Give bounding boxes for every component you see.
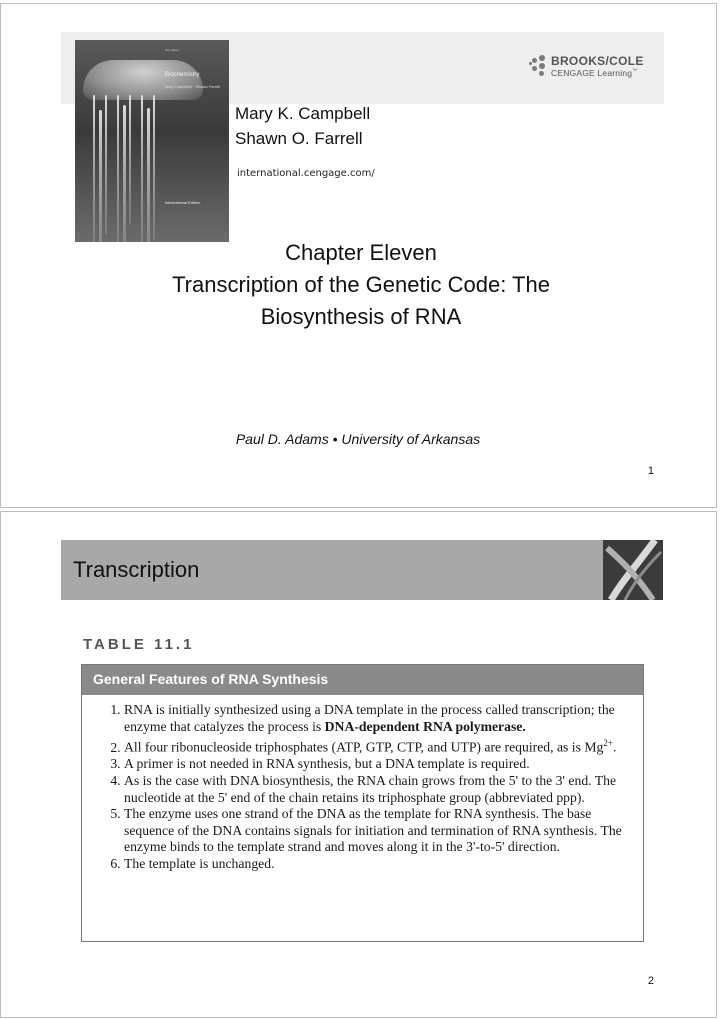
list-item: 1. RNA is initially synthesized using a DNA template in the process called transcription; the enzyme that catalyzes the process is DNA-dependent RNA polymerase. bbox=[124, 702, 633, 735]
superscript: 2+ bbox=[603, 738, 613, 749]
table-heading-bar bbox=[82, 665, 643, 695]
page-number: 1 bbox=[647, 465, 654, 477]
book-cover-image bbox=[75, 40, 229, 242]
emphasis-text: DNA-dependent RNA polymerase. bbox=[324, 718, 526, 734]
slide-header bbox=[61, 540, 663, 600]
list-item: 5. The enzyme uses one strand of the DNA as the template for RNA synthesis. The base sequence of the DNA contains signals for initiation and termination of RNA synthesis. The enzyme binds to the template strand and moves along it in the 3'-to-5' direction. bbox=[124, 806, 633, 856]
publisher-logo bbox=[529, 51, 659, 81]
cover-edition: 3rd edition bbox=[165, 48, 180, 52]
table-label: TABLE 11.1 bbox=[83, 636, 195, 653]
publisher-url: international.cengage.com/ bbox=[237, 168, 375, 179]
author-1: Mary K. Campbell bbox=[235, 104, 371, 123]
chapter-line-2: Transcription of the Genetic Code: The bbox=[172, 272, 550, 297]
slide-1 bbox=[0, 3, 717, 508]
features-table bbox=[81, 664, 644, 942]
chapter-line-1: Chapter Eleven bbox=[285, 240, 437, 265]
logo-trademark: ™ bbox=[632, 68, 638, 74]
dna-helix-image bbox=[603, 540, 663, 600]
presenter-credit: Paul D. Adams • University of Arkansas bbox=[235, 431, 481, 447]
logo-sub: CENGAGE Learning bbox=[551, 68, 633, 78]
slide-title: Transcription bbox=[73, 557, 200, 582]
cover-authors: Mary Campbell · Shawn Farrell bbox=[165, 84, 221, 89]
page-number: 2 bbox=[647, 975, 654, 987]
logo-brand: BROOKS/COLE bbox=[551, 54, 644, 68]
dna-helix-icon bbox=[603, 540, 663, 600]
author-names bbox=[235, 101, 370, 151]
jellyfish-graphic bbox=[83, 60, 203, 100]
list-item: 4. As is the case with DNA biosynthesis, the RNA chain grows from the 5' to the 3' end. The nucleotide at the 5' end of the chain retains its triphosphate group (abbreviated ppp). bbox=[124, 773, 633, 806]
features-list bbox=[82, 695, 643, 873]
table-heading: General Features of RNA Synthesis bbox=[93, 671, 329, 687]
logo-dots-icon bbox=[529, 55, 547, 77]
list-item: 6. The template is unchanged. bbox=[124, 856, 633, 873]
cover-title: Biochemistry bbox=[165, 72, 200, 78]
author-2: Shawn O. Farrell bbox=[235, 129, 363, 148]
list-item: 3. A primer is not needed in RNA synthesis, but a DNA template is required. bbox=[124, 756, 633, 773]
list-item: 2. All four ribonucleoside triphosphates (ATP, GTP, CTP, and UTP) are required, as is $Mg^{2+}$. bbox=[124, 735, 633, 756]
cover-badge: International Edition bbox=[165, 200, 201, 205]
chapter-title bbox=[1, 237, 720, 333]
slide-2 bbox=[0, 511, 717, 1018]
chapter-line-3: Biosynthesis of RNA bbox=[260, 304, 462, 329]
